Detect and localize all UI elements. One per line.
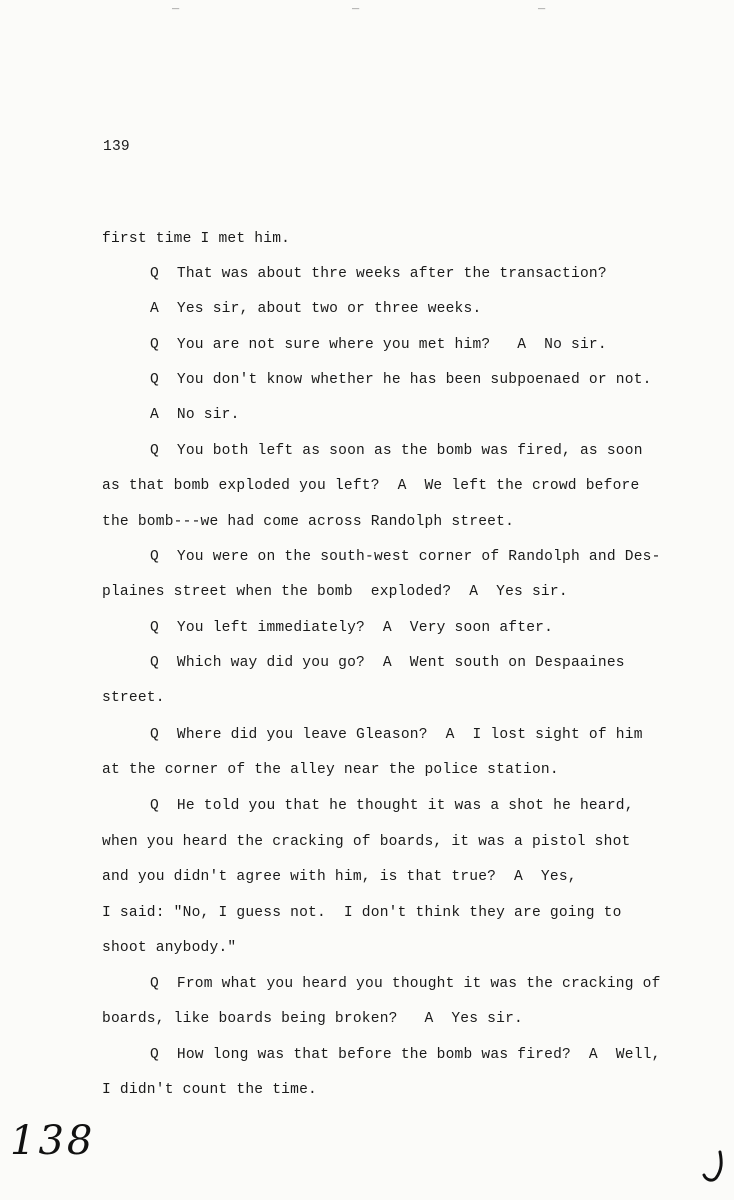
transcript-line: Q Where did you leave Gleason? A I lost sight of him — [150, 727, 643, 743]
transcript-line: first time I met him. — [102, 231, 291, 247]
transcript-line: Q You are not sure where you met him? A No sir. — [150, 337, 607, 353]
transcript-line: A No sir. — [150, 407, 240, 423]
transcript-line: shoot anybody." — [102, 940, 237, 956]
transcript-line: Q He told you that he thought it was a shot he heard, — [150, 798, 634, 814]
transcript-line: Q From what you heard you thought it was the cracking of — [150, 976, 661, 992]
transcript-line: Q That was about thre weeks after the transaction? — [150, 266, 607, 282]
transcript-line: and you didn't agree with him, is that true? A Yes, — [102, 869, 577, 885]
top-mark: ¯ — [352, 8, 360, 22]
transcript-line: A Yes sir, about two or three weeks. — [150, 301, 482, 317]
transcript-line: boards, like boards being broken? A Yes sir. — [102, 1011, 524, 1027]
top-mark: ¯ — [172, 8, 180, 22]
page-number: 139 — [103, 139, 130, 155]
transcript-line: Q You were on the south-west corner of Randolph and Des- — [150, 549, 661, 565]
transcript-line: Q You both left as soon as the bomb was fired, as soon — [150, 443, 643, 459]
transcript-line: I didn't count the time. — [102, 1082, 317, 1098]
transcript-line: Q You left immediately? A Very soon after. — [150, 620, 554, 636]
transcript-line: plaines street when the bomb exploded? A Yes sir. — [102, 584, 568, 600]
transcript-line: at the corner of the alley near the police station. — [102, 762, 559, 778]
transcript-line: when you heard the cracking of boards, it was a pistol shot — [102, 834, 631, 850]
top-mark: ¯ — [538, 8, 546, 22]
transcript-line: street. — [102, 690, 165, 706]
transcript-line: as that bomb exploded you left? A We left the crowd before — [102, 478, 640, 494]
handwritten-check-mark — [700, 1148, 730, 1184]
transcript-line: the bomb---we had come across Randolph street. — [102, 514, 515, 530]
transcript-line: Q Which way did you go? A Went south on Despaaines — [150, 655, 625, 671]
transcript-line: Q How long was that before the bomb was fired? A Well, — [150, 1047, 661, 1063]
transcript-line: Q You don't know whether he has been subpoenaed or not. — [150, 372, 652, 388]
transcript-line: I said: "No, I guess not. I don't think they are going to — [102, 905, 622, 921]
handwritten-page-number: 138 — [10, 1118, 96, 1164]
